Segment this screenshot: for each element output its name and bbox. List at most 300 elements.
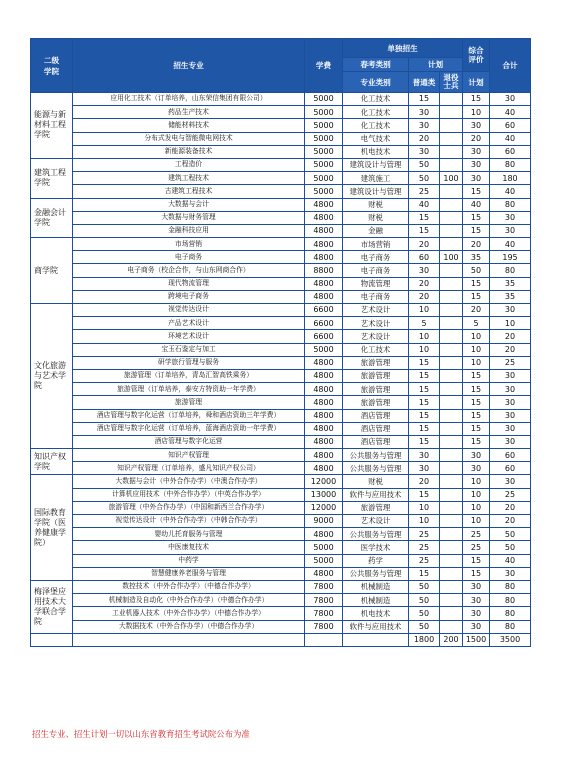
table-row (31, 251, 531, 264)
fee-cell: 4800 (305, 224, 343, 237)
veteran-plan-cell (440, 580, 463, 593)
major-cell: 大数据与会计（中外合作办学）（中澳合作办学） (73, 475, 305, 488)
category-cell: 艺术设计 (343, 330, 409, 343)
fee-cell: 6600 (305, 304, 343, 317)
comprehensive-plan-cell: 30 (463, 145, 490, 158)
normal-plan-cell: 15 (409, 224, 440, 237)
comprehensive-plan-cell: 10 (463, 515, 490, 528)
total-cell: 80 (490, 198, 531, 211)
normal-plan-cell: 10 (409, 515, 440, 528)
category-cell: 艺术设计 (343, 304, 409, 317)
table-row (31, 330, 531, 343)
comprehensive-plan-cell: 30 (463, 158, 490, 171)
veteran-plan-cell (440, 515, 463, 528)
major-cell: 工业机器人技术（中外合作办学）（中德合作办学） (73, 607, 305, 620)
table-row (31, 211, 531, 224)
total-cell: 40 (490, 185, 531, 198)
total-cell: 10 (490, 317, 531, 330)
table-row (31, 224, 531, 237)
normal-plan-cell: 40 (409, 198, 440, 211)
comprehensive-plan-cell: 15 (463, 93, 490, 106)
fee-cell: 5000 (305, 172, 343, 185)
major-cell: 环境艺术设计 (73, 330, 305, 343)
table-row (31, 290, 531, 303)
table-row (31, 528, 531, 541)
normal-plan-cell: 15 (409, 396, 440, 409)
comprehensive-plan-cell: 5 (463, 317, 490, 330)
category-cell: 化工技术 (343, 93, 409, 106)
category-cell: 机械制造 (343, 580, 409, 593)
veteran-plan-cell (440, 264, 463, 277)
normal-plan-cell: 30 (409, 119, 440, 132)
fee-cell: 6600 (305, 330, 343, 343)
category-cell: 公共服务与管理 (343, 528, 409, 541)
veteran-plan-cell (440, 106, 463, 119)
normal-plan-cell: 30 (409, 264, 440, 277)
table-row (31, 158, 531, 171)
fee-cell: 4800 (305, 396, 343, 409)
veteran-plan-cell (440, 198, 463, 211)
veteran-plan-cell (440, 501, 463, 514)
normal-plan-cell: 10 (409, 501, 440, 514)
table-row (31, 238, 531, 251)
fee-cell: 5000 (305, 145, 343, 158)
major-cell: 旅游管理（订单培养，青岛汇智高铁乘务） (73, 369, 305, 382)
college-cell: 梅泽堡应用技术大学联合学院 (31, 580, 73, 633)
veteran-plan-cell: 100 (440, 251, 463, 264)
table-row (31, 343, 531, 356)
major-cell: 宝玉石鉴定与加工 (73, 343, 305, 356)
comprehensive-plan-cell: 15 (463, 383, 490, 396)
veteran-plan-cell (440, 396, 463, 409)
major-cell: 旅游管理（中外合作办学）（中国和新西兰合作办学） (73, 501, 305, 514)
major-cell: 跨境电子商务 (73, 290, 305, 303)
major-cell: 酒店管理与数字化运营 (73, 435, 305, 448)
fee-cell: 4800 (305, 290, 343, 303)
category-cell: 金融 (343, 224, 409, 237)
fee-cell: 5000 (305, 185, 343, 198)
college-cell: 建筑工程学院 (31, 158, 73, 198)
normal-plan-cell: 50 (409, 607, 440, 620)
comprehensive-plan-cell: 25 (463, 528, 490, 541)
total-cell: 30 (490, 211, 531, 224)
total-cell: 20 (490, 515, 531, 528)
college-cell: 金融会计学院 (31, 198, 73, 238)
veteran-plan-cell (440, 528, 463, 541)
table-row (31, 541, 531, 554)
category-cell: 财税 (343, 198, 409, 211)
category-cell: 艺术设计 (343, 317, 409, 330)
fee-cell: 5000 (305, 541, 343, 554)
comprehensive-plan-cell: 40 (463, 198, 490, 211)
veteran-plan-cell (440, 158, 463, 171)
table-row (31, 501, 531, 514)
total-normal: 1800 (409, 633, 440, 646)
table-row (31, 277, 531, 290)
fee-cell: 4800 (305, 383, 343, 396)
comprehensive-plan-cell: 10 (463, 501, 490, 514)
total-cell: 30 (490, 383, 531, 396)
comprehensive-plan-cell: 15 (463, 409, 490, 422)
fee-cell: 4800 (305, 567, 343, 580)
college-cell: 能源与新材料工程学院 (31, 93, 73, 159)
major-cell: 知识产权管理 (73, 449, 305, 462)
header-major: 招生专业 (73, 39, 305, 93)
normal-plan-cell: 50 (409, 158, 440, 171)
fee-cell: 12000 (305, 501, 343, 514)
category-cell: 机械制造 (343, 594, 409, 607)
veteran-plan-cell (440, 93, 463, 106)
major-cell: 储能材料技术 (73, 119, 305, 132)
veteran-plan-cell (440, 607, 463, 620)
footnote: 招生专业、招生计划一切以山东省教育招生考试院公布为准 (32, 729, 250, 739)
major-cell: 产品艺术设计 (73, 317, 305, 330)
total-cell: 60 (490, 462, 531, 475)
veteran-plan-cell (440, 449, 463, 462)
major-cell: 新能源装备技术 (73, 145, 305, 158)
totals-blank (73, 633, 305, 646)
total-cell: 40 (490, 106, 531, 119)
normal-plan-cell: 50 (409, 620, 440, 633)
category-cell: 酒店管理 (343, 409, 409, 422)
veteran-plan-cell (440, 488, 463, 501)
comprehensive-plan-cell: 10 (463, 356, 490, 369)
normal-plan-cell: 20 (409, 132, 440, 145)
normal-plan-cell: 25 (409, 185, 440, 198)
comprehensive-plan-cell: 15 (463, 185, 490, 198)
normal-plan-cell: 15 (409, 369, 440, 382)
table-row (31, 435, 531, 448)
fee-cell: 4800 (305, 251, 343, 264)
totals-blank (343, 633, 409, 646)
table-row (31, 106, 531, 119)
fee-cell: 5000 (305, 106, 343, 119)
table-row (31, 475, 531, 488)
fee-cell: 5000 (305, 132, 343, 145)
category-cell: 软件与应用技术 (343, 620, 409, 633)
header-category: 专业类别 (343, 72, 409, 93)
normal-plan-cell: 25 (409, 554, 440, 567)
veteran-plan-cell (440, 238, 463, 251)
category-cell: 财税 (343, 475, 409, 488)
comprehensive-plan-cell: 30 (463, 172, 490, 185)
normal-plan-cell: 5 (409, 317, 440, 330)
table-row (31, 132, 531, 145)
total-cell: 30 (490, 304, 531, 317)
comprehensive-plan-cell: 15 (463, 422, 490, 435)
comprehensive-plan-cell: 10 (463, 106, 490, 119)
fee-cell: 5000 (305, 93, 343, 106)
major-cell: 工程造价 (73, 158, 305, 171)
total-cell: 40 (490, 238, 531, 251)
normal-plan-cell: 50 (409, 172, 440, 185)
total-cell: 80 (490, 264, 531, 277)
major-cell: 智慧健康养老服务与管理 (73, 567, 305, 580)
category-cell: 电气技术 (343, 132, 409, 145)
fee-cell: 6600 (305, 317, 343, 330)
total-cell: 30 (490, 369, 531, 382)
comprehensive-plan-cell: 10 (463, 343, 490, 356)
normal-plan-cell: 30 (409, 145, 440, 158)
total-cell: 30 (490, 396, 531, 409)
total-grand: 3500 (490, 633, 531, 646)
total-cell: 80 (490, 607, 531, 620)
fee-cell: 4800 (305, 277, 343, 290)
table-row (31, 396, 531, 409)
category-cell: 建筑设计与管理 (343, 158, 409, 171)
comprehensive-plan-cell: 30 (463, 462, 490, 475)
normal-plan-cell: 10 (409, 330, 440, 343)
major-cell: 知识产权管理（订单培养，盛凡知识产权公司） (73, 462, 305, 475)
major-cell: 大数据技术（中外合作办学）（中德合作办学） (73, 620, 305, 633)
table-row (31, 304, 531, 317)
fee-cell: 4800 (305, 528, 343, 541)
category-cell: 建筑施工 (343, 172, 409, 185)
major-cell: 金融科技应用 (73, 224, 305, 237)
table-row (31, 449, 531, 462)
fee-cell: 4800 (305, 211, 343, 224)
veteran-plan-cell (440, 304, 463, 317)
total-cell: 40 (490, 554, 531, 567)
comprehensive-plan-cell: 30 (463, 449, 490, 462)
normal-plan-cell: 15 (409, 409, 440, 422)
normal-plan-cell: 25 (409, 528, 440, 541)
table-row (31, 264, 531, 277)
header-category-group: 春考类别 (343, 58, 409, 72)
total-cell: 30 (490, 435, 531, 448)
comprehensive-plan-cell: 15 (463, 290, 490, 303)
fee-cell: 7800 (305, 607, 343, 620)
table-row (31, 198, 531, 211)
category-cell: 化工技术 (343, 106, 409, 119)
category-cell: 公共服务与管理 (343, 449, 409, 462)
fee-cell: 8800 (305, 264, 343, 277)
total-cell: 30 (490, 567, 531, 580)
veteran-plan-cell (440, 119, 463, 132)
category-cell: 软件与应用技术 (343, 488, 409, 501)
comprehensive-plan-cell: 20 (463, 238, 490, 251)
table-row (31, 93, 531, 106)
total-cell: 80 (490, 594, 531, 607)
category-cell: 酒店管理 (343, 422, 409, 435)
fee-cell: 5000 (305, 343, 343, 356)
major-cell: 中医康复技术 (73, 541, 305, 554)
header-veteran: 退役 士兵 (440, 72, 463, 93)
college-cell: 知识产权学院 (31, 449, 73, 475)
veteran-plan-cell (440, 594, 463, 607)
total-cell: 20 (490, 330, 531, 343)
admission-plan-table (30, 38, 531, 647)
veteran-plan-cell (440, 435, 463, 448)
college-cell: 国际教育学院（医养健康学院） (31, 475, 73, 581)
major-cell: 中药学 (73, 554, 305, 567)
veteran-plan-cell (440, 541, 463, 554)
total-comprehensive: 1500 (463, 633, 490, 646)
category-cell: 旅游管理 (343, 383, 409, 396)
comprehensive-plan-cell: 30 (463, 580, 490, 593)
veteran-plan-cell (440, 185, 463, 198)
category-cell: 电子商务 (343, 251, 409, 264)
total-cell: 40 (490, 132, 531, 145)
comprehensive-plan-cell: 15 (463, 211, 490, 224)
fee-cell: 5000 (305, 554, 343, 567)
table-row (31, 185, 531, 198)
table-row (31, 580, 531, 593)
total-cell: 195 (490, 251, 531, 264)
normal-plan-cell: 15 (409, 422, 440, 435)
major-cell: 视觉传达设计 (73, 304, 305, 317)
major-cell: 大数据与财务管理 (73, 211, 305, 224)
admission-plan-table-wrap (30, 38, 530, 647)
category-cell: 化工技术 (343, 119, 409, 132)
table-row (31, 172, 531, 185)
comprehensive-plan-cell: 25 (463, 541, 490, 554)
veteran-plan-cell (440, 343, 463, 356)
comprehensive-plan-cell: 15 (463, 369, 490, 382)
total-cell: 30 (490, 409, 531, 422)
category-cell: 电子商务 (343, 264, 409, 277)
normal-plan-cell: 15 (409, 93, 440, 106)
category-cell: 药学 (343, 554, 409, 567)
table-row (31, 515, 531, 528)
major-cell: 现代物流管理 (73, 277, 305, 290)
fee-cell: 13000 (305, 488, 343, 501)
comprehensive-plan-cell: 35 (463, 251, 490, 264)
veteran-plan-cell (440, 317, 463, 330)
normal-plan-cell: 15 (409, 567, 440, 580)
category-cell: 建筑设计与管理 (343, 185, 409, 198)
major-cell: 机械制造及自动化（中外合作办学）（中德合作办学） (73, 594, 305, 607)
category-cell: 旅游管理 (343, 356, 409, 369)
total-cell: 50 (490, 528, 531, 541)
total-cell: 25 (490, 356, 531, 369)
veteran-plan-cell: 100 (440, 172, 463, 185)
total-cell: 180 (490, 172, 531, 185)
normal-plan-cell: 30 (409, 449, 440, 462)
total-cell: 80 (490, 158, 531, 171)
veteran-plan-cell (440, 383, 463, 396)
header-comprehensive: 综合 评价 (463, 39, 490, 72)
category-cell: 机电技术 (343, 607, 409, 620)
table-row (31, 317, 531, 330)
category-cell: 财税 (343, 211, 409, 224)
normal-plan-cell: 25 (409, 541, 440, 554)
total-cell: 20 (490, 501, 531, 514)
veteran-plan-cell (440, 422, 463, 435)
fee-cell: 5000 (305, 158, 343, 171)
total-cell: 30 (490, 224, 531, 237)
total-cell: 30 (490, 93, 531, 106)
fee-cell: 4800 (305, 409, 343, 422)
total-cell: 60 (490, 145, 531, 158)
total-veteran: 200 (440, 633, 463, 646)
normal-plan-cell: 20 (409, 277, 440, 290)
category-cell: 公共服务与管理 (343, 567, 409, 580)
veteran-plan-cell (440, 567, 463, 580)
comprehensive-plan-cell: 15 (463, 277, 490, 290)
fee-cell: 9000 (305, 515, 343, 528)
table-row (31, 119, 531, 132)
major-cell: 电子商务（校企合作，与山东网商合作） (73, 264, 305, 277)
fee-cell: 4800 (305, 449, 343, 462)
veteran-plan-cell (440, 620, 463, 633)
veteran-plan-cell (440, 554, 463, 567)
normal-plan-cell: 50 (409, 594, 440, 607)
table-row (31, 383, 531, 396)
fee-cell: 4800 (305, 462, 343, 475)
normal-plan-cell: 20 (409, 238, 440, 251)
comprehensive-plan-cell: 15 (463, 567, 490, 580)
header-comp-plan: 计划 (463, 72, 490, 93)
category-cell: 市场营销 (343, 238, 409, 251)
veteran-plan-cell (440, 290, 463, 303)
category-cell: 电子商务 (343, 290, 409, 303)
normal-plan-cell: 20 (409, 475, 440, 488)
table-row (31, 369, 531, 382)
fee-cell: 4800 (305, 238, 343, 251)
veteran-plan-cell (440, 409, 463, 422)
category-cell: 旅游管理 (343, 501, 409, 514)
table-row (31, 594, 531, 607)
comprehensive-plan-cell: 15 (463, 224, 490, 237)
major-cell: 计算机应用技术（中外合作办学）（中英合作办学） (73, 488, 305, 501)
total-cell: 60 (490, 119, 531, 132)
comprehensive-plan-cell: 15 (463, 396, 490, 409)
fee-cell: 7800 (305, 620, 343, 633)
college-cell: 商学院 (31, 238, 73, 304)
header-college: 二级 学院 (31, 39, 73, 93)
comprehensive-plan-cell: 10 (463, 330, 490, 343)
comprehensive-plan-cell: 30 (463, 594, 490, 607)
veteran-plan-cell (440, 330, 463, 343)
fee-cell: 7800 (305, 580, 343, 593)
comprehensive-plan-cell: 30 (463, 607, 490, 620)
table-row (31, 462, 531, 475)
veteran-plan-cell (440, 224, 463, 237)
total-cell: 25 (490, 488, 531, 501)
category-cell: 旅游管理 (343, 369, 409, 382)
veteran-plan-cell (440, 211, 463, 224)
major-cell: 旅游管理（订单培养，泰安方特资助一年学费） (73, 383, 305, 396)
total-cell: 30 (490, 475, 531, 488)
total-cell: 80 (490, 620, 531, 633)
table-row (31, 422, 531, 435)
normal-plan-cell: 15 (409, 211, 440, 224)
table-row (31, 554, 531, 567)
major-cell: 婴幼儿托育服务与管理 (73, 528, 305, 541)
veteran-plan-cell (440, 462, 463, 475)
table-body (31, 93, 531, 634)
fee-cell: 4800 (305, 369, 343, 382)
normal-plan-cell: 15 (409, 488, 440, 501)
veteran-plan-cell (440, 369, 463, 382)
normal-plan-cell: 30 (409, 106, 440, 119)
total-cell: 80 (490, 580, 531, 593)
fee-cell: 4800 (305, 435, 343, 448)
veteran-plan-cell (440, 132, 463, 145)
fee-cell: 4800 (305, 356, 343, 369)
header-plan-group: 计划 (409, 58, 463, 72)
table-header (31, 39, 531, 93)
college-cell: 文化旅游与艺术学院 (31, 304, 73, 449)
normal-plan-cell: 60 (409, 251, 440, 264)
header-normal: 普通类 (409, 72, 440, 93)
table-row (31, 356, 531, 369)
major-cell: 电子商务 (73, 251, 305, 264)
normal-plan-cell: 15 (409, 383, 440, 396)
veteran-plan-cell (440, 145, 463, 158)
fee-cell: 5000 (305, 119, 343, 132)
